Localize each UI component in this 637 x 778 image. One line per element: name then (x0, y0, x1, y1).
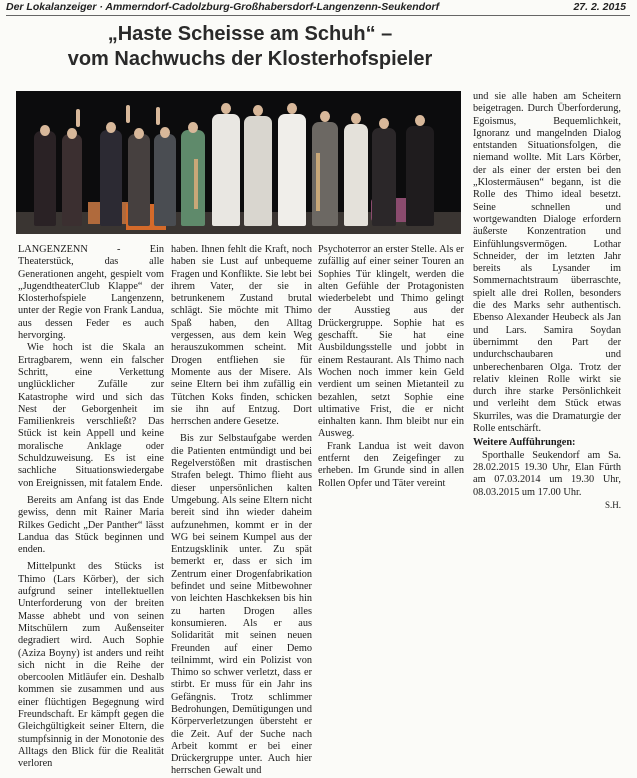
actor-head (134, 128, 144, 139)
performances-heading: Weitere Aufführungen: (473, 437, 576, 449)
performances-text: Sporthalle Seukendorf am Sa. 28.02.2015 19.30 Uhr, Elan Fürth am 07.03.2014 um 19.30 Uhr, 08.03.2015 um 17.00 Uhr. (473, 449, 621, 498)
article-paragraph: Mittelpunkt des Stücks ist Thimo (Lars Körber), der sich aufgrund seiner intellektuellen Unterforderung von der breiten Masse abhebt und von seinen Mitschülern zum Außenseiter degradiert wird. Auch Sophie (Aziza Boyny) ist anders und reiht sich nicht in die Reihe der obercoolen Mitläufer ein. Deshalb kommen sie zusammen und aus einer flüchtigen Begegnung wird Freundschaft. Er kämpft gegen die Gleichgültigkeit seiner Eltern, die stumpfsinnig in der Monotonie des Alltags den Blick für die Realität verloren (18, 561, 164, 770)
actor-figure (372, 128, 396, 226)
stage-post (194, 159, 198, 209)
raised-hand (76, 109, 80, 127)
article-column-2 (171, 244, 312, 778)
article-paragraph: und sie alle haben am Scheitern beigetragen. Durch Überforderung, Egoismus, Bequemlichkeit, Ignoranz und mangelnden Dialog entstanden Situationsfolgen, die niemand wollte. Mit Lars Körber, der als einer der ersten bei den „Klostermäusen“ begann, ist die Rolle des Thimo ideal besetzt. Seine schnellen und wortgewandten Dialoge erfordern äußerste Konzentration und Einfühlungsvermögen. Lothar Schneider, der im letzten Jahr bereits als Lysander im Sommernachtstraum überraschte, spielt alle drei Rollen, besonders die des Marks sehr authentisch. Ebenso Alexander Heubeck als Jan und Lars. Samira Soydan übernimmt den Part der undurchschaubaren und unberechenbaren Olga. Trotz der relativ kleinen Rolle wirkt sie durch ihre starke Persönlichkeit und verleiht dem Stück etwas Skurriles, was die Dramaturgie der Rolle entschärft. (473, 91, 621, 435)
masthead-date: 27. 2. 2015 (573, 1, 626, 13)
actor-figure (212, 114, 240, 226)
actor-figure (154, 134, 176, 226)
article-column-4 (473, 91, 621, 511)
actor-figure (278, 114, 306, 226)
raised-hand (156, 107, 160, 125)
actor-head (351, 113, 361, 124)
actor-head (287, 103, 297, 114)
stage-post (316, 153, 320, 211)
article-paragraph: Bereits am Anfang ist das Ende gewiss, denn mit Rainer Maria Rilkes Gedicht „Der Panther“ lässt Landua das Stück beginnen und enden. (18, 494, 164, 556)
article-paragraph: haben. Ihnen fehlt die Kraft, noch haben sie Lust auf unbequeme Fragen und Konflikte. Sie lebt bei ihrem Vater, der sie in betrunkenem Zustand brutal schlägt. Sie möchte mit Thimo Spaß haben, den Alltag vergessen, aus dem kein Weg herauszukommen scheint. Mit Drogen entfliehen sie für Momente aus der Misere. Als seine Eltern bei ihm zufällig ein Tütchen Koks finden, schicken sie ihn auf Entzug. Dort herrschen andere Gesetze. (171, 244, 312, 428)
article-column-3 (318, 244, 464, 490)
headline-line-1: „Haste Scheisse am Schuh“ – (107, 23, 393, 45)
actor-head (67, 128, 77, 139)
actor-head (320, 111, 330, 122)
article-column-1 (18, 244, 164, 770)
actor-head (160, 127, 170, 138)
actor-figure (406, 126, 434, 226)
actor-head (106, 122, 116, 133)
actor-figure (244, 116, 272, 226)
actor-head (379, 118, 389, 129)
actor-figure (128, 134, 150, 226)
actor-head (40, 125, 50, 136)
stage-photo (16, 91, 461, 234)
masthead-rule (6, 15, 630, 16)
article-paragraph: Psychoterror an erster Stelle. Als er zufällig auf einer seiner Touren an Sophies Tür klingelt, werden die alten Gefühle der Protagonisten wiederbelebt und Thimo gelingt der Ausstieg aus der Drückergruppe. Sophie hat es geschafft. Sie hat eine Ausbildungsstelle und jobbt in einem Restaurant. Als Thimo nach Wochen noch immer kein Geld verdient um seinen Mietanteil zu bezahlen, setzt Sophie eine ultimative Frist, die er nicht einhalten kann. Ihm bleibt nur ein Ausweg. (318, 244, 464, 440)
actor-figure (344, 124, 368, 226)
actor-head (415, 115, 425, 126)
actor-figure (34, 131, 56, 226)
actor-figure (100, 130, 122, 226)
actor-head (188, 122, 198, 133)
article-paragraph: Bis zur Selbstaufgabe werden die Patienten entmündigt und bei Regelverstößen mit drastischen Strafen belegt. Thimo flieht aus dieser unpersönlichen kalten Umgebung. Als seine Eltern nicht bereit sind ihn wieder daheim aufzunehmen, kommt er in der WG bei seinem Kumpel aus der Entzugsklinik unter. Zu spät bemerkt er, dass er sich im Zentrum einer Drogenfabrikation befindet und seine Mitbewohner von leichten Haschkeksen bis hin zu harten Drogen alles konsumieren. Als er aus Solidarität mit seinen neuen Freunden auf einer Demo teilnimmt, wird ein Polizist von Thimo so schwer verletzt, dass er stirbt. Er muss für ein Jahr ins Gefängnis. Trotz schlimmer Bedrohungen, Demütigungen und Körperverletzungen übersteht er die Zeit. Auf der Suche nach Arbeit kommt er bei einer Drückergruppe unter. Auch hier herrschen Gewalt und (171, 433, 312, 777)
article-paragraph: Wie hoch ist die Skala an Ertragbarem, wenn ein falscher Schritt, eine Verkettung unglücklicher Zufälle zur Katastrophe wird und sich das Nest der Geborgenheit im Familienkreis verschließt? Das Stück ist kein Appell und keine moralische Anklage oder Schuldzuweisung. Es ist eine sachliche Situationswiedergabe von Ereignissen, mit fatalem Ende. (18, 342, 164, 489)
actor-figure (62, 134, 82, 226)
actor-head (221, 103, 231, 114)
author-signature: S.H. (604, 499, 621, 510)
article-paragraph: LANGENZENN - Ein Theaterstück, das alle Generationen angeht, gespielt vom „JugendtheaterClub Klappe“ der Klosterhofspiele Langenzenn, unter der Regie von Frank Landua, aus dessen Feder es auch hervorging. (18, 244, 164, 342)
headline-line-2: vom Nachwuchs der Klosterhofspieler (67, 48, 433, 70)
masthead (6, 0, 626, 14)
article-headline (40, 22, 460, 72)
masthead-paper-name: Der Lokalanzeiger · Ammerndorf-Cadolzburg-Großhabersdorf-Langenzenn-Seukendorf (6, 1, 440, 13)
actor-head (253, 105, 263, 116)
actor-figure (181, 130, 205, 226)
article-paragraph: Frank Landua ist weit davon entfernt den Zeigefinger zu erheben. Im Grunde sind in allen Rollen Opfer und Täter vereint (318, 440, 464, 489)
raised-hand (126, 105, 130, 123)
